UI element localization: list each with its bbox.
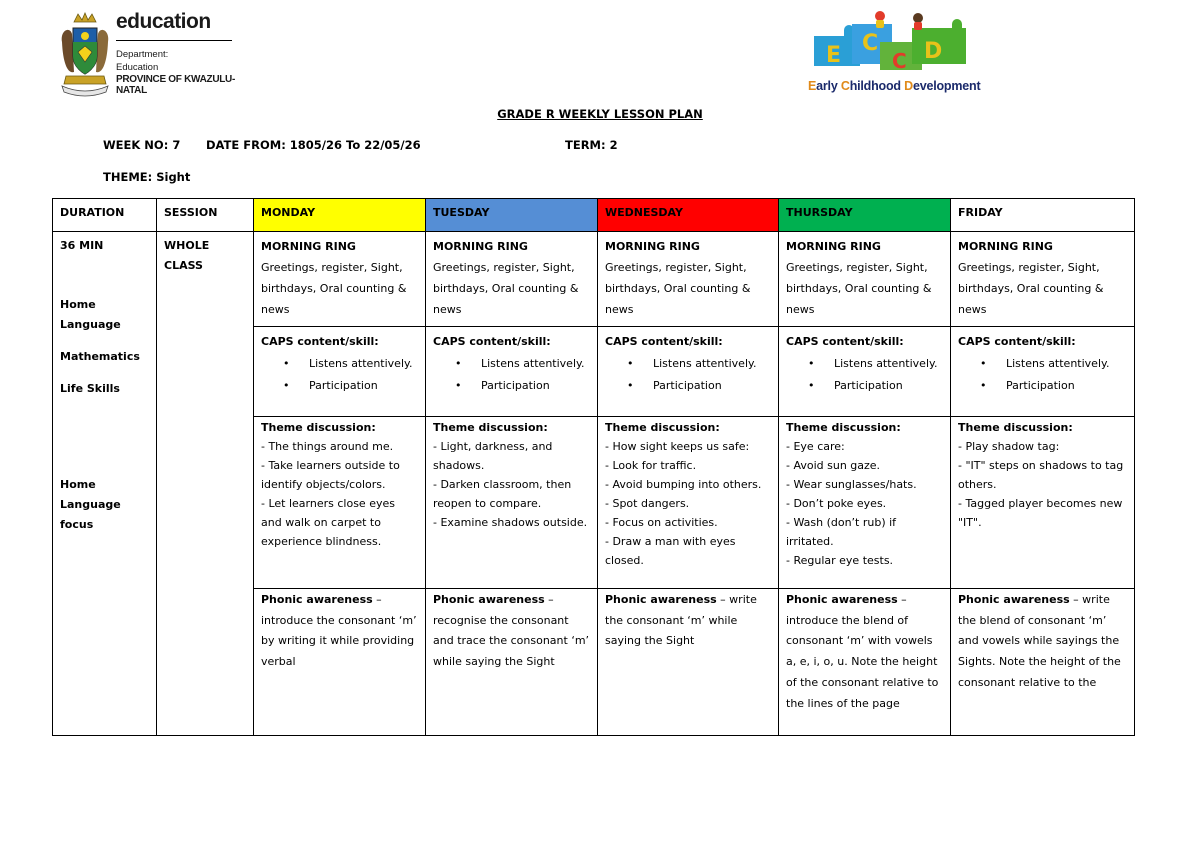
caps-list: [261, 353, 418, 397]
header-friday: FRIDAY: [951, 199, 1135, 232]
theme-monday: Theme discussion: - The things around me. - Take learners outside to identify objects/colors. - Let learners close eyes and walk on carpet to experience blindness.: [254, 417, 426, 589]
focus-home: Home: [60, 478, 96, 491]
caps-list: [786, 353, 943, 397]
subject-language: Language: [60, 318, 121, 331]
phonic-thursday: Phonic awareness – introduce the blend of consonant ‘m’ with vowels a, e, i, o, u. Note the height of the consonant relative to the lines of the page: [779, 589, 951, 736]
morning-ring-monday: MORNING RING Greetings, register, Sight, birthdays, Oral counting & news: [254, 232, 426, 327]
subject-home: Home: [60, 298, 96, 311]
logo-divider: [116, 40, 232, 41]
caps-wednesday: CAPS content/skill: • Listens attentively. • Participation: [598, 327, 779, 417]
morning-ring-friday: MORNING RING Greetings, register, Sight, birthdays, Oral counting & news: [951, 232, 1135, 327]
education-wordmark: education: [116, 10, 211, 33]
focus-language: Language: [60, 498, 121, 511]
header-duration: DURATION: [53, 199, 157, 232]
header-tuesday: TUESDAY: [426, 199, 598, 232]
phonic-tuesday: Phonic awareness – recognise the consonant and trace the consonant ‘m’ while saying the Sight: [426, 589, 598, 736]
svg-text:D: D: [924, 39, 943, 64]
svg-text:E: E: [826, 43, 842, 68]
education-department-logo: [60, 8, 260, 100]
session-cell: WHOLE CLASS: [157, 232, 254, 736]
phonic-monday: Phonic awareness – introduce the consonant ‘m’ by writing it while providing verbal: [254, 589, 426, 736]
caps-list: [958, 353, 1127, 397]
subject-life-skills: Life Skills: [60, 382, 120, 395]
header-row: [53, 199, 1135, 232]
ecd-puzzle-icon: [800, 6, 980, 78]
department-label: Department: Education: [116, 49, 169, 73]
caps-thursday: CAPS content/skill: • Listens attentively. • Participation: [779, 327, 951, 417]
header-session: SESSION: [157, 199, 254, 232]
ecd-logo: [800, 6, 980, 96]
header-monday: MONDAY: [254, 199, 426, 232]
caps-list: [433, 353, 590, 397]
theme-label: THEME: Sight: [103, 170, 191, 184]
list-item: • Listens attentively.: [433, 353, 590, 375]
lesson-plan-table: [52, 198, 1135, 736]
list-item: • Participation: [433, 375, 590, 397]
focus-label: focus: [60, 518, 94, 531]
morning-ring-thursday: MORNING RING Greetings, register, Sight, birthdays, Oral counting & news: [779, 232, 951, 327]
phonic-wednesday: Phonic awareness – write the consonant ‘m’ while saying the Sight: [598, 589, 779, 736]
phonic-friday: Phonic awareness – write the blend of consonant ‘m’ and vowels while sayings the Sights. Note the height of the consonant relative to the: [951, 589, 1135, 736]
term-label: TERM: 2: [565, 138, 618, 152]
date-range: DATE FROM: 1805/26 To 22/05/26: [206, 138, 421, 152]
week-number: WEEK NO: 7: [103, 138, 181, 152]
page-title: GRADE R WEEKLY LESSON PLAN: [497, 107, 703, 121]
list-item: • Listens attentively.: [786, 353, 943, 375]
morning-ring-wednesday: MORNING RING Greetings, register, Sight, birthdays, Oral counting & news: [598, 232, 779, 327]
theme-wednesday: Theme discussion: - How sight keeps us safe: - Look for traffic. - Avoid bumping into others. - Spot dangers. - Focus on activities. - Draw a man with eyes closed.: [598, 417, 779, 589]
header-wednesday: WEDNESDAY: [598, 199, 779, 232]
kzn-coat-of-arms-icon: [60, 12, 110, 98]
morning-ring-tuesday: MORNING RING Greetings, register, Sight, birthdays, Oral counting & news: [426, 232, 598, 327]
duration-time: 36 MIN: [60, 239, 104, 252]
caps-tuesday: CAPS content/skill: • Listens attentively. • Participation: [426, 327, 598, 417]
theme-tuesday: Theme discussion: - Light, darkness, and shadows. - Darken classroom, then reopen to compare. - Examine shadows outside.: [426, 417, 598, 589]
duration-cell: [53, 232, 157, 736]
caps-list: [605, 353, 771, 397]
svg-text:C: C: [892, 49, 907, 73]
ecd-tagline: Early Childhood Development: [808, 79, 981, 93]
list-item: • Participation: [958, 375, 1127, 397]
list-item: • Participation: [786, 375, 943, 397]
list-item: • Participation: [261, 375, 418, 397]
header-thursday: THURSDAY: [779, 199, 951, 232]
list-item: • Listens attentively.: [605, 353, 771, 375]
list-item: • Participation: [605, 375, 771, 397]
caps-friday: CAPS content/skill: • Listens attentively. • Participation: [951, 327, 1135, 417]
subject-mathematics: Mathematics: [60, 350, 140, 363]
theme-friday: Theme discussion: - Play shadow tag: - "IT" steps on shadows to tag others. - Tagged player becomes new "IT".: [951, 417, 1135, 589]
province-label: PROVINCE OF KWAZULU-NATAL: [116, 74, 235, 96]
list-item: • Listens attentively.: [261, 353, 418, 375]
svg-text:C: C: [862, 31, 879, 56]
caps-monday: CAPS content/skill: • Listens attentively. • Participation: [254, 327, 426, 417]
theme-thursday: Theme discussion: - Eye care: - Avoid sun gaze. - Wear sunglasses/hats. - Don’t poke eyes. - Wash (don’t rub) if irritated. - Regular eye tests.: [779, 417, 951, 589]
morning-ring-row: [53, 232, 1135, 327]
list-item: • Listens attentively.: [958, 353, 1127, 375]
